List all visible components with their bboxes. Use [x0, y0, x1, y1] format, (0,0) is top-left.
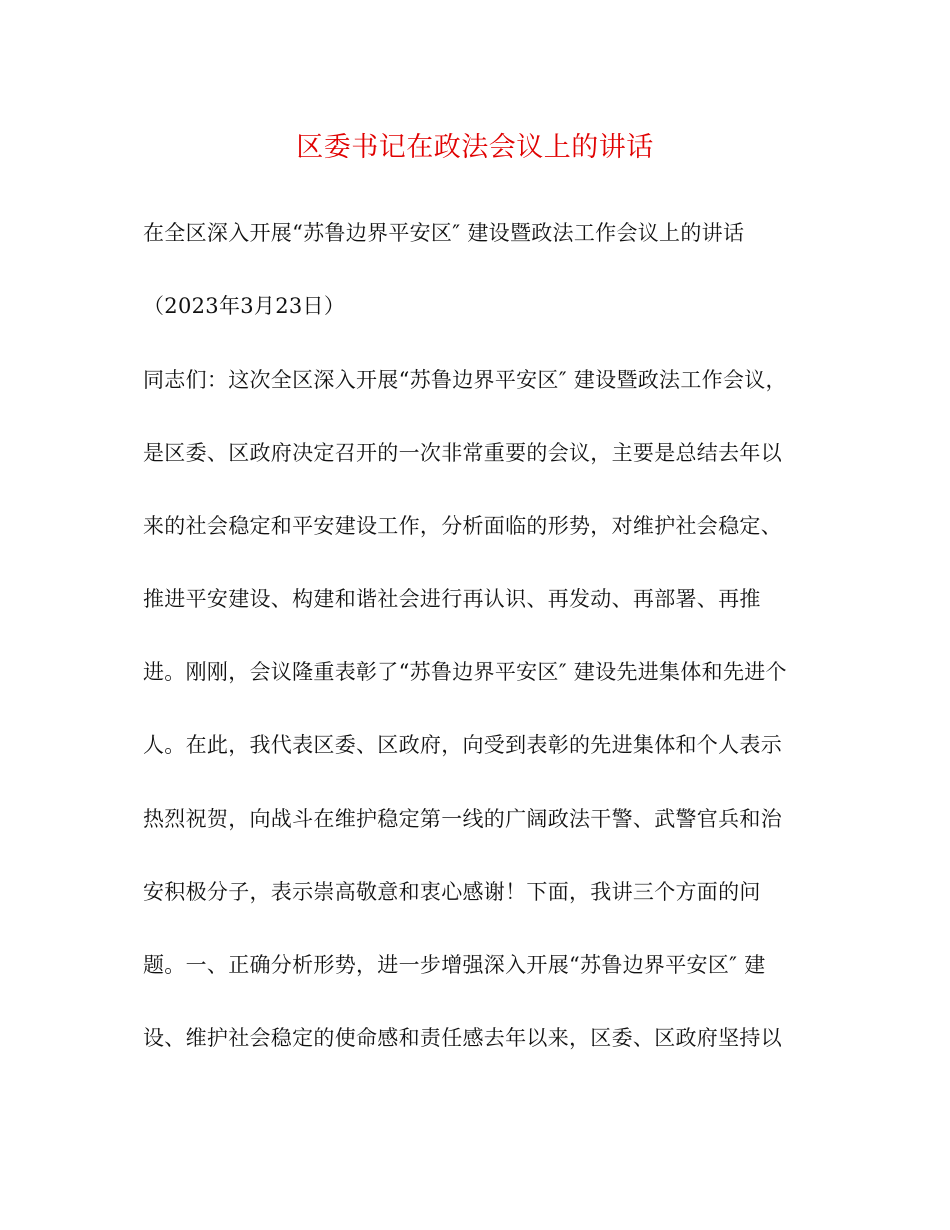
body-line: 进。刚刚，会议隆重表彰了“苏鲁边界平安区″ 建设先进集体和先进个	[143, 660, 787, 684]
document-title: 区委书记在政法会议上的讲话	[296, 132, 654, 163]
document-date: （2023年3月23日）	[143, 294, 346, 318]
body-line: 安积极分子，表示崇高敬意和衷心感谢！下面，我讲三个方面的问	[143, 880, 761, 904]
body-line: 推进平安建设、构建和谐社会进行再认识、再发动、再部署、再推	[143, 587, 761, 611]
body-line: 设、维护社会稳定的使命感和责任感去年以来，区委、区政府坚持以	[143, 1026, 782, 1050]
body-line: 热烈祝贺，向战斗在维护稳定第一线的广阔政法干警、武警官兵和治	[143, 807, 782, 831]
body-line: 同志们：这次全区深入开展“苏鲁边界平安区″ 建设暨政法工作会议，	[143, 368, 787, 392]
body-line: 题。一、正确分析形势，进一步增强深入开展“苏鲁边界平安区″ 建	[143, 953, 766, 977]
body-line: 是区委、区政府决定召开的一次非常重要的会议，主要是总结去年以	[143, 441, 782, 465]
document-subtitle: 在全区深入开展“苏鲁边界平安区″ 建设暨政法工作会议上的讲话	[143, 221, 745, 245]
body-line: 来的社会稳定和平安建设工作，分析面临的形势，对维护社会稳定、	[143, 514, 782, 538]
body-line: 人。在此，我代表区委、区政府，向受到表彰的先进集体和个人表示	[143, 733, 782, 757]
